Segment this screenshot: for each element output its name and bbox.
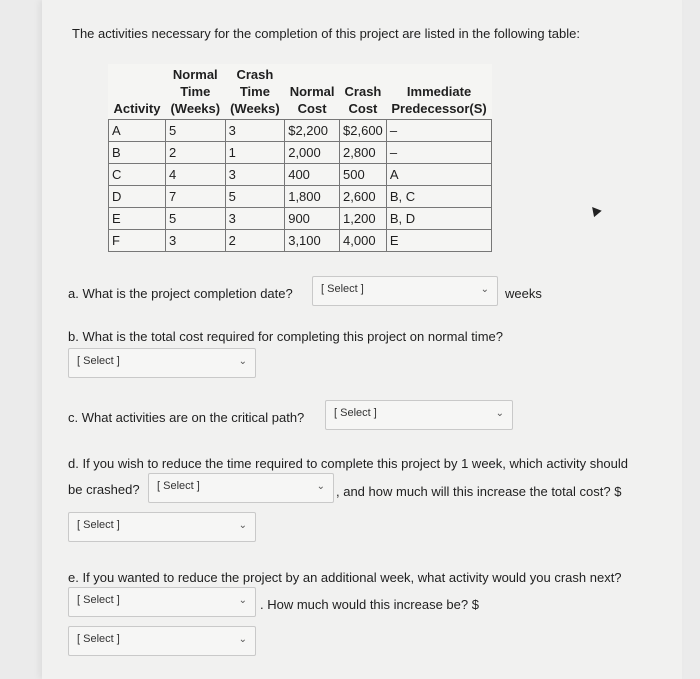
question-a-text: a. What is the project completion date? (68, 286, 293, 301)
cell-crash-time: 1 (225, 142, 285, 164)
table-row (109, 208, 492, 230)
cell-predecessors: B, C (386, 186, 491, 208)
cell-normal-cost: 2,000 (285, 142, 340, 164)
question-d-select-cost-label: [ Select ] (77, 519, 120, 531)
cell-crash-cost: 2,800 (340, 142, 387, 164)
question-c-text: c. What activities are on the critical path? (68, 410, 305, 425)
question-d-select-activity[interactable] (148, 473, 334, 503)
cell-predecessors: A (386, 164, 491, 186)
question-d-select-activity-label: [ Select ] (157, 480, 200, 492)
table-row (109, 142, 492, 164)
cell-activity: F (109, 230, 166, 252)
question-a-suffix: weeks (505, 286, 542, 301)
cell-activity: B (109, 142, 166, 164)
header-predecessors: Immediate Predecessor(S) (391, 84, 487, 116)
cell-crash-cost: $2,600 (340, 120, 387, 142)
cell-normal-cost: 1,800 (285, 186, 340, 208)
cell-activity: D (109, 186, 166, 208)
question-e-select-activity-label: [ Select ] (77, 594, 120, 606)
chevron-down-icon: ⌄ (495, 408, 504, 419)
header-crash-time: Crash Time (Weeks) (230, 67, 280, 116)
cell-normal-cost: 900 (285, 208, 340, 230)
cell-normal-time: 5 (165, 208, 225, 230)
header-activity: Activity (113, 101, 161, 116)
cell-crash-cost: 2,600 (340, 186, 387, 208)
question-d-text: d. If you wish to reduce the time required to complete this project by 1 week, which activity should (68, 456, 628, 471)
question-e-select-cost[interactable] (68, 626, 256, 656)
question-e-suffix: . How much would this increase be? $ (260, 597, 479, 612)
question-b-select[interactable] (68, 348, 256, 378)
activities-table (108, 64, 492, 252)
chevron-down-icon: ⌄ (238, 520, 247, 531)
chevron-down-icon: ⌄ (316, 481, 325, 492)
question-d-select-cost[interactable] (68, 512, 256, 542)
cell-crash-cost: 1,200 (340, 208, 387, 230)
chevron-down-icon: ⌄ (238, 356, 247, 367)
question-b-text: b. What is the total cost required for completing this project on normal time? (68, 329, 503, 344)
chevron-down-icon: ⌄ (238, 634, 247, 645)
cell-normal-time: 7 (165, 186, 225, 208)
question-e-text: e. If you wanted to reduce the project by an additional week, what activity would you crash next? (68, 570, 622, 585)
cell-predecessors: – (386, 142, 491, 164)
cell-normal-cost: 400 (285, 164, 340, 186)
question-e-select-cost-label: [ Select ] (77, 633, 120, 645)
cell-crash-time: 3 (225, 120, 285, 142)
question-d-prefix: be crashed? (68, 482, 140, 497)
table-header-row (109, 64, 492, 120)
chevron-down-icon: ⌄ (238, 595, 247, 606)
cell-normal-cost: 3,100 (285, 230, 340, 252)
cell-activity: E (109, 208, 166, 230)
question-a-select-label: [ Select ] (321, 283, 364, 295)
cell-crash-time: 2 (225, 230, 285, 252)
question-c-select-label: [ Select ] (334, 407, 377, 419)
cell-crash-time: 3 (225, 164, 285, 186)
question-a-select[interactable] (312, 276, 498, 306)
table-row (109, 186, 492, 208)
cell-predecessors: E (386, 230, 491, 252)
question-c-select[interactable] (325, 400, 513, 430)
header-crash-cost: Crash Cost (344, 84, 382, 116)
intro-text: The activities necessary for the completion of this project are listed in the following table: (72, 26, 580, 41)
cell-crash-cost: 500 (340, 164, 387, 186)
table-row (109, 120, 492, 142)
cell-crash-time: 5 (225, 186, 285, 208)
question-d-suffix: , and how much will this increase the total cost? $ (336, 484, 622, 499)
header-normal-time: Normal Time (Weeks) (170, 67, 221, 116)
question-b-select-label: [ Select ] (77, 355, 120, 367)
cell-predecessors: – (386, 120, 491, 142)
cell-activity: C (109, 164, 166, 186)
cell-normal-cost: $2,200 (285, 120, 340, 142)
cell-activity: A (109, 120, 166, 142)
cell-normal-time: 3 (165, 230, 225, 252)
table-row (109, 230, 492, 252)
cell-normal-time: 4 (165, 164, 225, 186)
chevron-down-icon: ⌄ (480, 284, 489, 295)
header-normal-cost: Normal Cost (289, 84, 335, 116)
cell-normal-time: 5 (165, 120, 225, 142)
question-e-select-activity[interactable] (68, 587, 256, 617)
table-row (109, 164, 492, 186)
cell-crash-cost: 4,000 (340, 230, 387, 252)
cell-normal-time: 2 (165, 142, 225, 164)
cell-predecessors: B, D (386, 208, 491, 230)
cell-crash-time: 3 (225, 208, 285, 230)
